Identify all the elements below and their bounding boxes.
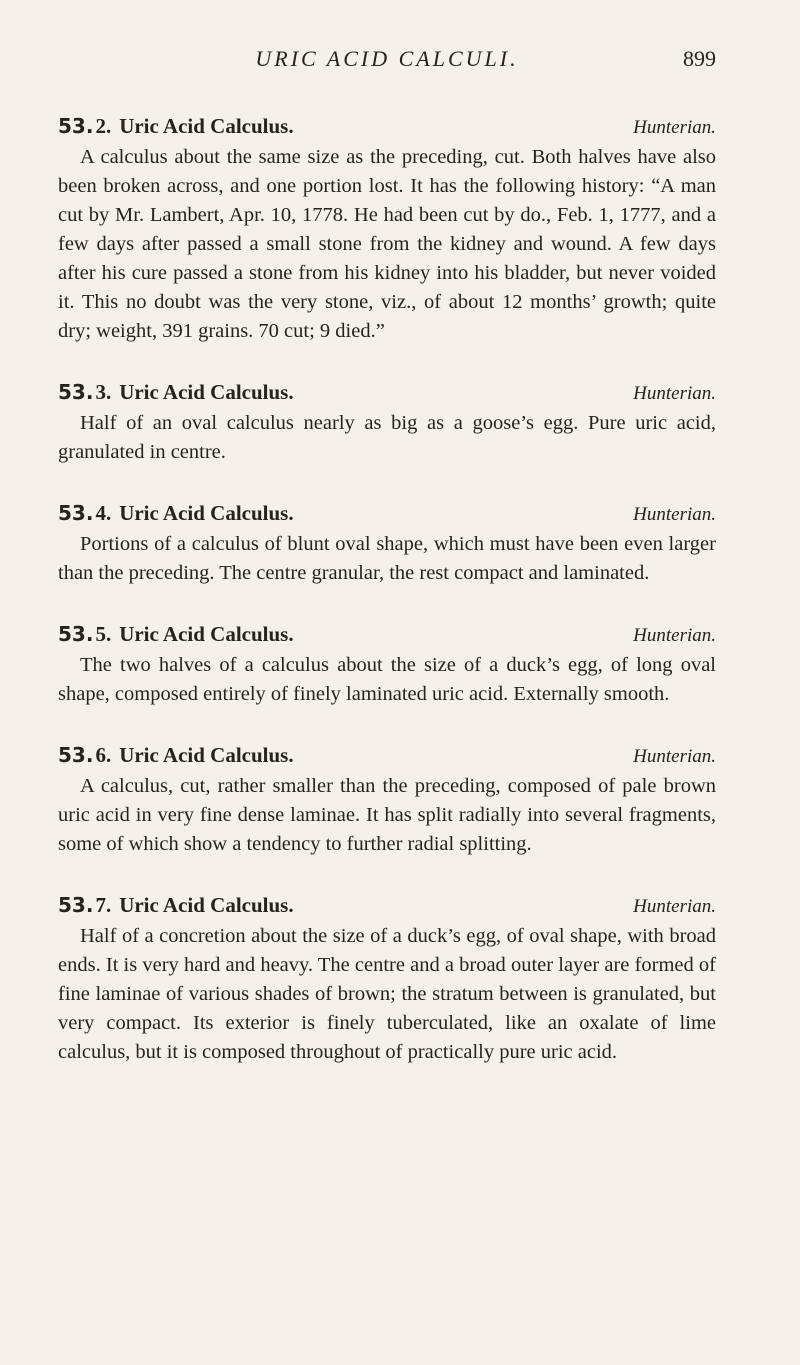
entry-description: Portions of a calculus of blunt oval shape, which must have been even larger than the preceding. The centre granular, the rest compact and laminated. xyxy=(58,533,716,584)
entry-header xyxy=(58,743,716,768)
entry-description: The two halves of a calculus about the size of a duck’s egg, of long oval shape, composed entirely of finely laminated uric acid. Externally smooth. xyxy=(58,654,716,705)
entry-title: Uric Acid Calculus. xyxy=(119,501,294,525)
entry-number-sub: 7. xyxy=(95,893,112,917)
catalogue-entry xyxy=(58,622,716,709)
entry-number-main: 53. xyxy=(58,743,94,767)
entry-title: Uric Acid Calculus. xyxy=(119,114,294,138)
entry-heading xyxy=(58,114,294,139)
entry-description: A calculus about the same size as the preceding, cut. Both halves have also been broken across, and one portion lost. It has the following history: “A man cut by Mr. Lambert, Apr. 10, 1778. He had been cut by do., Feb. 1, 1777, and a few days after passed a small stone from the kidney and wound. A few days after his cure passed a stone from his kidney into his bladder, but never voided it. This no doubt was the very stone, viz., of about 12 months’ growth; quite dry; weight, 391 grains. 70 cut; 9 died.” xyxy=(58,146,716,342)
entry-collection: Hunterian. xyxy=(633,383,716,404)
entry-collection: Hunterian. xyxy=(633,896,716,917)
catalogue-entries xyxy=(58,114,716,1101)
catalogue-entry xyxy=(58,380,716,467)
entry-header xyxy=(58,893,716,918)
entry-number-sub: 3. xyxy=(95,380,112,404)
entry-collection: Hunterian. xyxy=(633,117,716,138)
running-title: URIC ACID CALCULI. xyxy=(255,46,519,71)
entry-number-main: 53. xyxy=(58,114,94,138)
catalogue-entry xyxy=(58,114,716,346)
page-number: 899 xyxy=(683,46,716,71)
entry-header xyxy=(58,622,716,647)
running-head xyxy=(58,46,716,76)
catalogue-entry xyxy=(58,743,716,859)
entry-title: Uric Acid Calculus. xyxy=(119,380,294,404)
entry-title: Uric Acid Calculus. xyxy=(119,893,294,917)
entry-title: Uric Acid Calculus. xyxy=(119,622,294,646)
entry-header xyxy=(58,501,716,526)
catalogue-entry xyxy=(58,501,716,588)
entry-number-sub: 6. xyxy=(95,743,112,767)
entry-number-sub: 5. xyxy=(95,622,112,646)
entry-description: Half of an oval calculus nearly as big as a goose’s egg. Pure uric acid, granulated in centre. xyxy=(58,412,716,463)
entry-header xyxy=(58,380,716,405)
entry-number-main: 53. xyxy=(58,380,94,404)
entry-number-main: 53. xyxy=(58,893,94,917)
entry-description: Half of a concretion about the size of a duck’s egg, of oval shape, with broad ends. It is very hard and heavy. The centre and a broad outer layer are formed of fine laminae of various shades of brown; the stratum between is granulated, but very compact. Its exterior is finely tuberculated, like an oxalate of lime calculus, but it is composed throughout of practically pure uric acid. xyxy=(58,925,716,1063)
entry-collection: Hunterian. xyxy=(633,504,716,525)
entry-number-sub: 4. xyxy=(95,501,112,525)
entry-number-sub: 2. xyxy=(95,114,112,138)
entry-heading xyxy=(58,622,294,647)
entry-title: Uric Acid Calculus. xyxy=(119,743,294,767)
entry-heading xyxy=(58,380,294,405)
entry-collection: Hunterian. xyxy=(633,625,716,646)
entry-number-main: 53. xyxy=(58,622,94,646)
entry-header xyxy=(58,114,716,139)
catalogue-entry xyxy=(58,893,716,1067)
entry-heading xyxy=(58,501,294,526)
entry-heading xyxy=(58,893,294,918)
entry-collection: Hunterian. xyxy=(633,746,716,767)
entry-heading xyxy=(58,743,294,768)
entry-description: A calculus, cut, rather smaller than the preceding, composed of pale brown uric acid in very fine dense laminae. It has split radially into several fragments, some of which show a tendency to further radial splitting. xyxy=(58,775,716,855)
entry-number-main: 53. xyxy=(58,501,94,525)
